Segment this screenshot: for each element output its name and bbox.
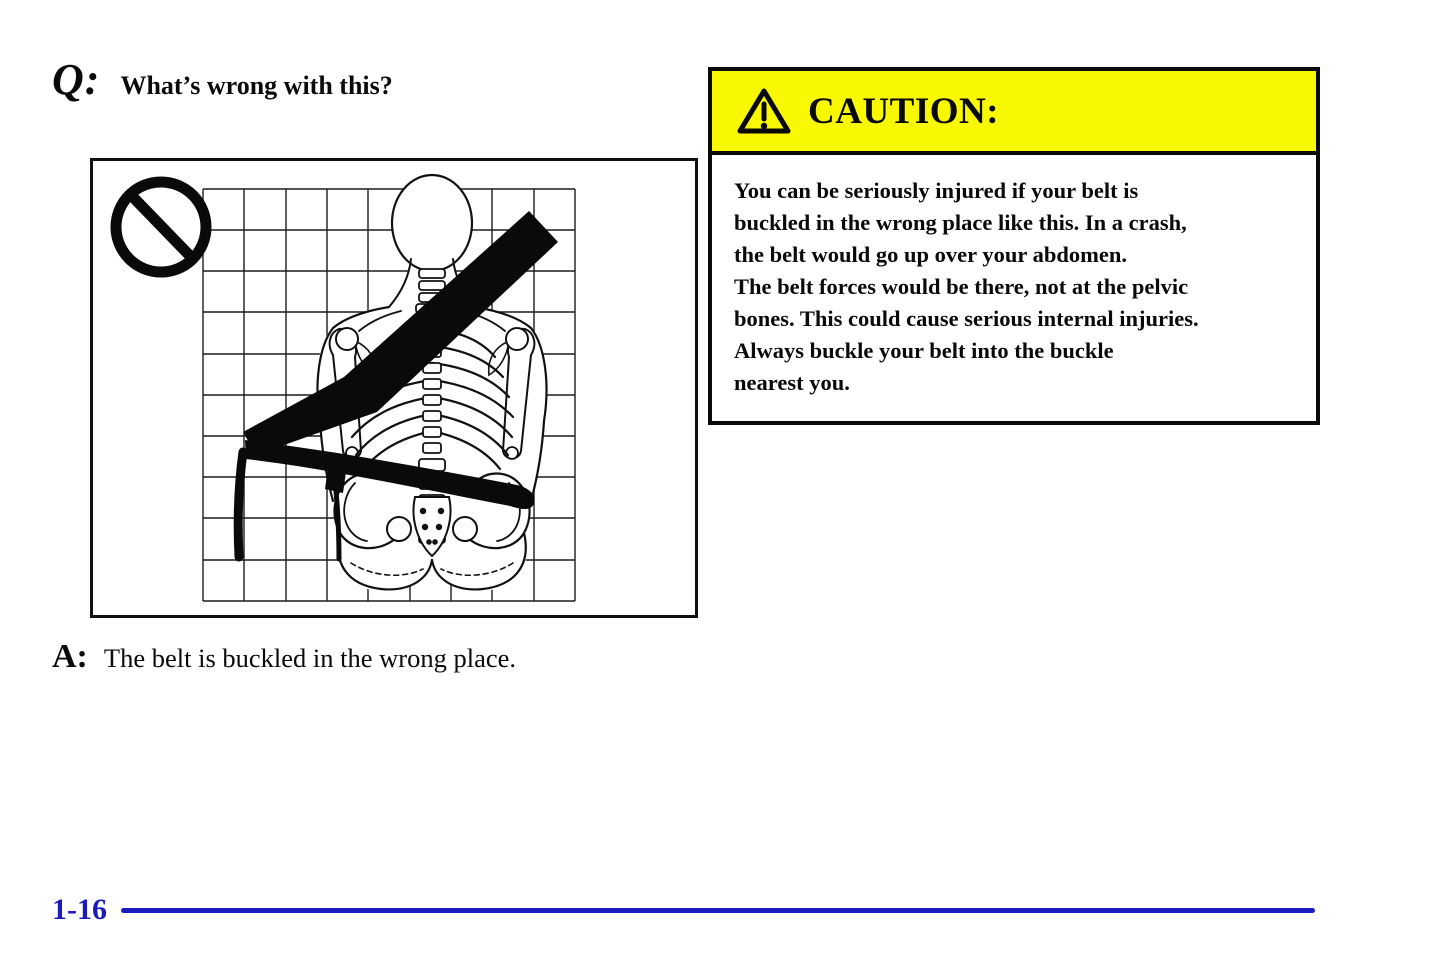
footer-rule [121,908,1315,913]
answer-row [52,638,516,676]
skeleton-figure-svg [93,161,695,615]
page-footer [52,893,1315,927]
no-symbol-icon [116,182,206,272]
caution-body-line: buckled in the wrong place like this. In a crash, [734,210,1187,235]
caution-body [712,155,1316,399]
page-number: 1-16 [52,893,107,926]
answer-prefix: A: [52,638,88,675]
warning-triangle-icon [736,86,792,136]
seatbelt-illustration [90,158,698,618]
caution-body-line: You can be seriously injured if your belt is [734,178,1139,203]
caution-title: CAUTION: [808,90,1000,132]
question-row [52,54,393,105]
caution-body-line: bones. This could cause serious internal injuries. [734,306,1199,331]
caution-body-line: nearest you. [734,370,850,395]
caution-box [708,67,1320,425]
question-text: What’s wrong with this? [120,71,393,100]
answer-text: The belt is buckled in the wrong place. [103,643,516,673]
caution-body-line: The belt forces would be there, not at the pelvic [734,274,1189,299]
caution-body-line: Always buckle your belt into the buckle [734,338,1114,363]
caution-header [712,71,1316,155]
question-prefix: Q: [52,55,101,104]
caution-body-line: the belt would go up over your abdomen. [734,242,1127,267]
